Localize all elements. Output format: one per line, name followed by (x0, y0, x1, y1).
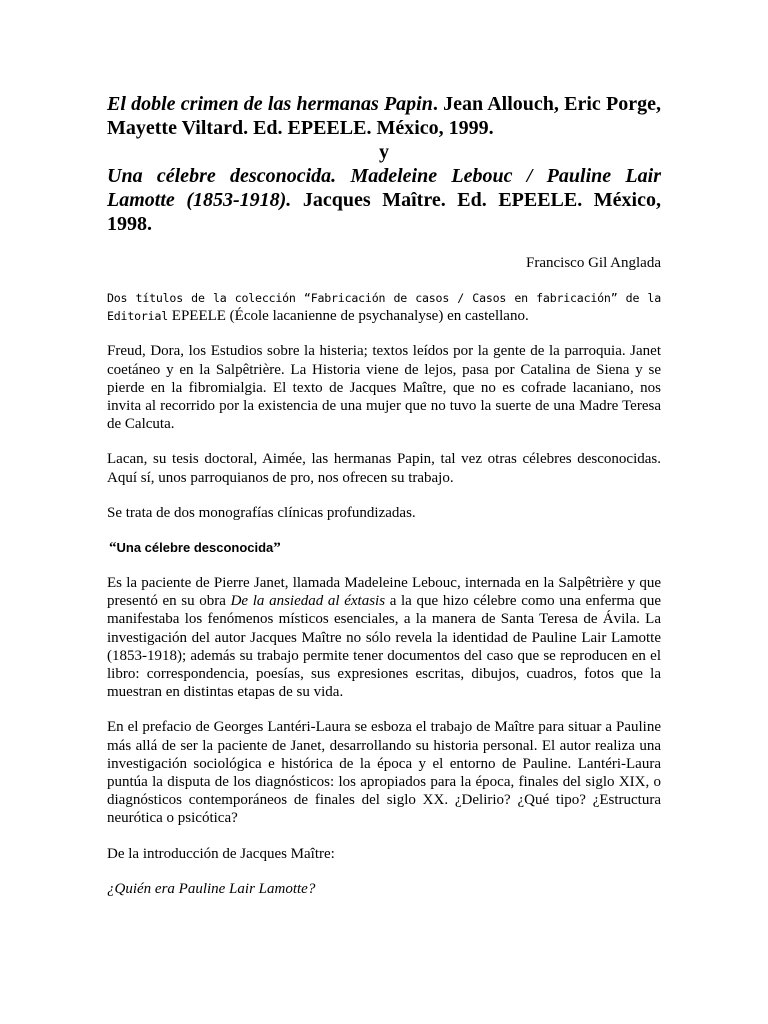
intro-collection-text: Dos títulos de la colección “Fabricación de casos / Casos en fabricación” de la Editorial (107, 291, 661, 324)
heading-open-quote: “ (109, 540, 117, 557)
page-content (107, 92, 661, 898)
author-name: Francisco Gil Anglada (526, 255, 661, 271)
heading-close-quote: ” (273, 540, 281, 557)
intro-paragraph (107, 289, 661, 325)
heading-text: Una célebre desconocida (116, 540, 274, 556)
title-book-1 (107, 92, 661, 140)
book-title-ansiedad: De la ansiedad al éxtasis (230, 593, 386, 610)
paragraph-introduccion: De la introducción de Jacques Maître: (107, 845, 335, 862)
paragraph-paciente-janet-b: a la que hizo célebre como una enferma que manifestaba los fenómenos místicos esenciales, a la manera de Santa Teresa de Ávila. La investigación del autor Jacques Maître no sólo revela la identidad de Pauline Lair Lamotte (1853-1918); además su trabajo permite tener documentos del caso que se reproducen en el libro: correspondencia, poesías, sus expresiones escritas, dibujos, cuadros, fotos que la muestran en distintas etapas de su vida. (107, 593, 661, 701)
book-2-citation: Jacques Maître. Ed. EPEELE. México, 1998. (107, 189, 661, 235)
paragraph-paciente-janet-a: Es la paciente de Pierre Janet, llamada Madeleine Lebouc, internada en la Salpêtrière y que presentó en su obra (107, 575, 661, 610)
title-connector: y (379, 141, 389, 163)
book-2-title: Una célebre desconocida. Madeleine Lebouc / Pauline Lair Lamotte (1853-1918). (107, 165, 661, 211)
section-heading (107, 539, 661, 557)
paragraph-prefacio: En el prefacio de Georges Lantéri-Laura se esboza el trabajo de Maître para situar a Pauline más allá de ser la paciente de Janet, desarrollando su historia personal. El autor realiza una investigación sociológica e histórica de la época y el entorno de Pauline. Lantéri-Laura puntúa la disputa de los diagnósticos: los apropiados para la época, finales del siglo XIX, o diagnósticos contemporáneos de finales del siglo XX. ¿Delirio? ¿Qué tipo? ¿Estructura neurótica o psicótica? (107, 719, 661, 827)
paragraph-monografias: Se trata de dos monografías clínicas profundizadas. (107, 504, 416, 521)
paragraph-pregunta: ¿Quién era Pauline Lair Lamotte? (107, 880, 316, 897)
paragraph-freud: Freud, Dora, los Estudios sobre la histeria; textos leídos por la gente de la parroquia. Janet coetáneo y en la Salpêtrière. La Historia viene de lejos, pasa por Catalina de Siena y se pierde en la fibromialgia. El texto de Jacques Maître, que no es cofrade lacaniano, nos invita al recorrido por la existencia de una mujer que no tuvo la suerte de una Madre Teresa de Calcuta. (107, 343, 661, 433)
paragraph-paciente-janet (107, 574, 661, 701)
book-1-title: El doble crimen de las hermanas Papin (107, 93, 433, 115)
paragraph-lacan: Lacan, su tesis doctoral, Aimée, las hermanas Papin, tal vez otras célebres desconocidas. Aquí sí, unos parroquianos de pro, nos ofrecen su trabajo. (107, 451, 661, 486)
intro-rest: EPEELE (École lacanienne de psychanalyse) en castellano. (168, 308, 529, 325)
book-1-citation: . Jean Allouch, Eric Porge, Mayette Viltard. Ed. EPEELE. México, 1999. (107, 93, 662, 139)
title-book-2 (107, 164, 661, 236)
